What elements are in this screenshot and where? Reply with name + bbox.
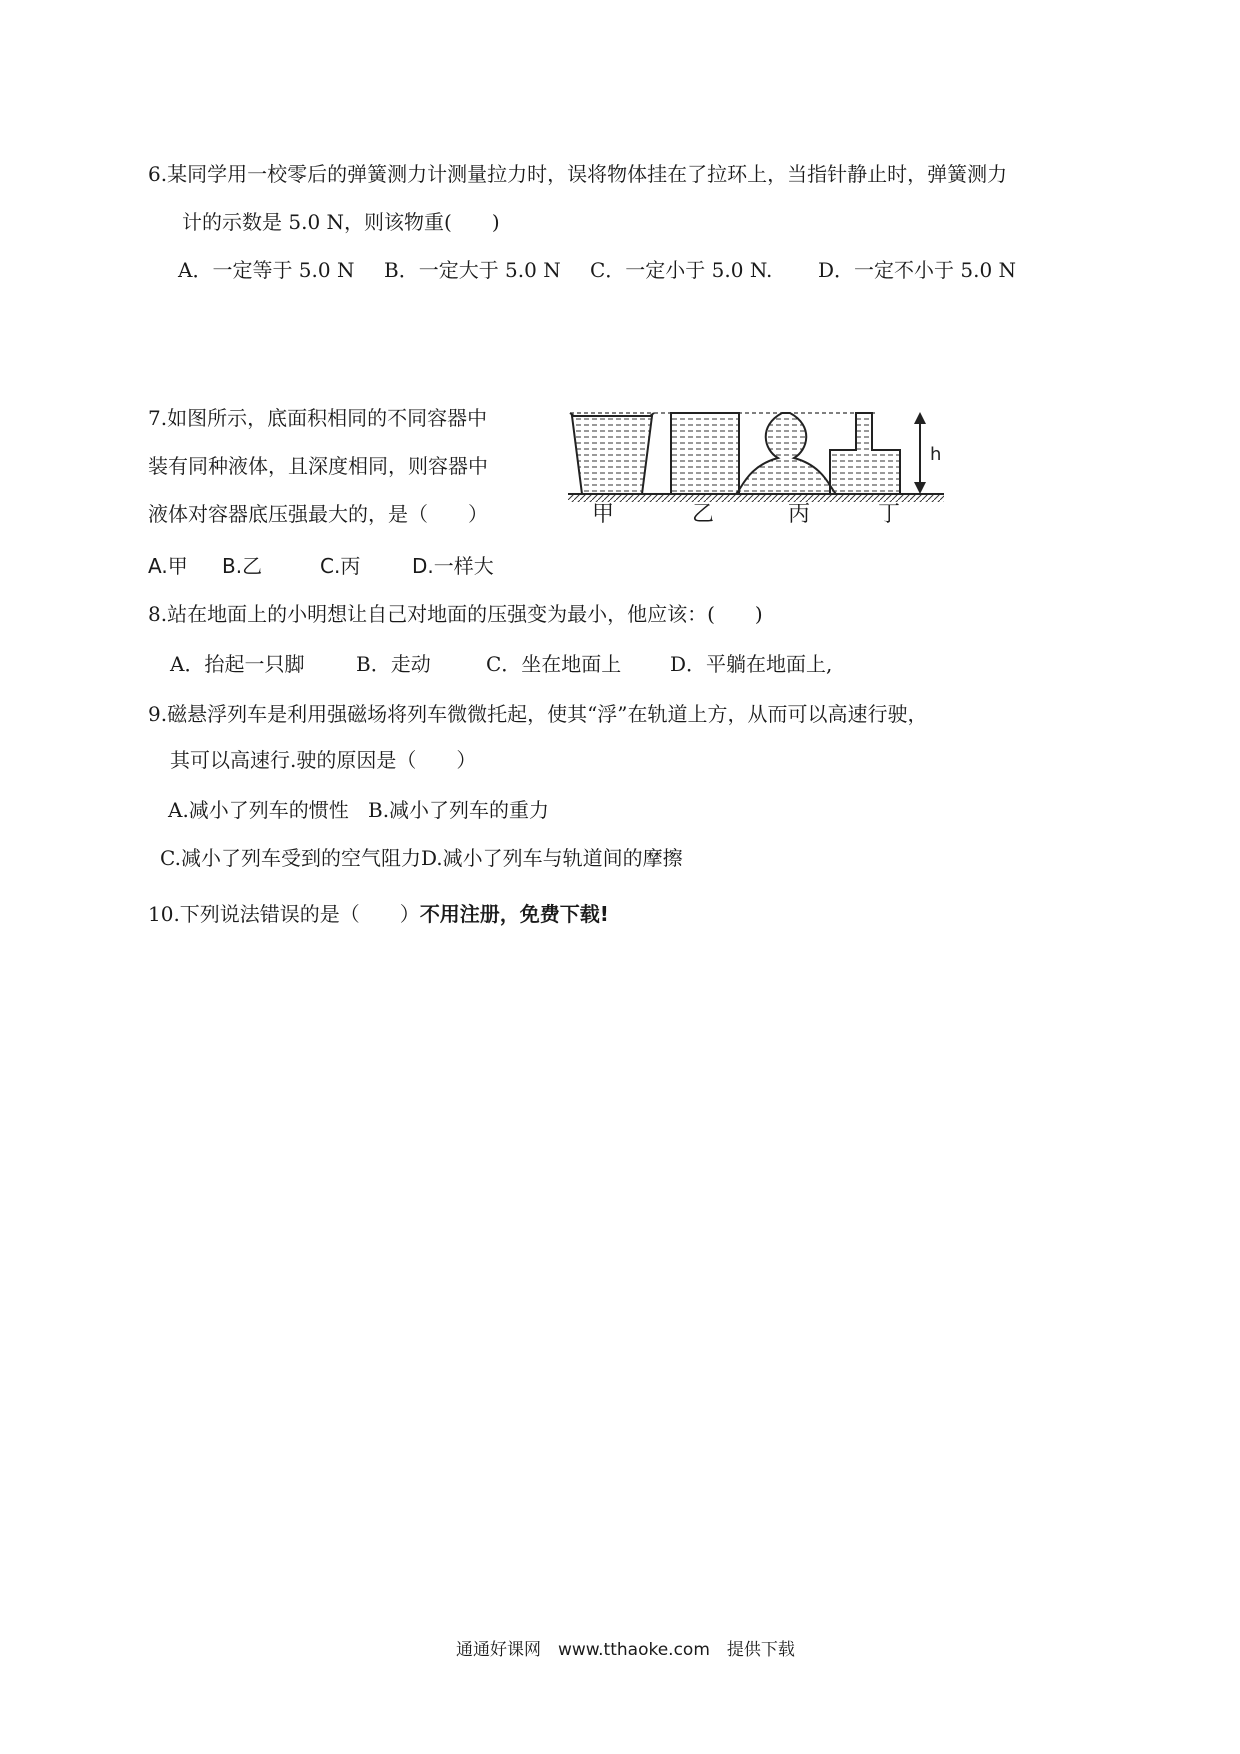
container-ding: [830, 413, 900, 494]
q9-option-c: C.减小了列车受到的空气阻力: [160, 846, 421, 870]
q7-option-a: A.甲: [148, 554, 188, 578]
container-yi: [671, 413, 739, 494]
figure-label-jia: 甲: [592, 502, 615, 527]
ground-hatch: [568, 494, 944, 502]
q10-line: [148, 900, 609, 928]
q9-options-cd: [160, 844, 683, 872]
depth-arrow: [914, 412, 926, 494]
q7-option-b: B.乙: [222, 554, 263, 578]
q7-option-d: D.一样大: [412, 554, 494, 578]
q6-option-c: C．一定小于 5.0 N.: [590, 258, 773, 282]
footer-text: 通通好课网 www.tthaoke.com 提供下载: [456, 1640, 795, 1660]
q6-option-d: D．一定不小于 5.0 N: [818, 258, 1017, 282]
q6-stem-line2: 计的示数是 5.0 N，则该物重( ): [182, 210, 500, 234]
q10-ad-text: 不用注册，免费下载!: [419, 902, 609, 926]
q6-stem-line1: 6.某同学用一校零后的弹簧测力计测量拉力时，误将物体挂在了拉环上，当指针静止时，弹簧测力: [148, 162, 1008, 186]
q7-stem-line1: 7.如图所示，底面积相同的不同容器中: [148, 406, 488, 430]
q10-stem: 10.下列说法错误的是（ ）: [148, 902, 420, 926]
q8-stem: 8.站在地面上的小明想让自己对地面的压强变为最小，他应该：( ): [148, 602, 763, 626]
q9-stem-line2: 其可以高速行.驶的原因是（ ）: [170, 748, 477, 772]
q9-stem-line1: 9.磁悬浮列车是利用强磁场将列车微微托起，使其“浮”在轨道上方，从而可以高速行驶，: [148, 702, 928, 726]
q9-option-b: B.减小了列车的重力: [368, 798, 550, 822]
q6-option-a: A．一定等于 5.0 N: [178, 258, 355, 282]
q7-stem-line2: 装有同种液体，且深度相同，则容器中: [148, 454, 488, 478]
q7-stem-line3: 液体对容器底压强最大的，是（ ）: [148, 502, 488, 526]
container-bing: [736, 413, 836, 494]
q9-option-a: A.减小了列车的惯性: [168, 798, 349, 822]
figure-label-yi: 乙: [692, 502, 715, 527]
q9-option-d: D.减小了列车与轨道间的摩擦: [420, 846, 683, 870]
figure-label-bing: 丙: [788, 502, 811, 527]
q6-options: [178, 256, 1016, 284]
q8-option-a: A．抬起一只脚: [170, 652, 305, 676]
q9-options-ab: [168, 796, 549, 824]
q7-option-c: C.丙: [320, 554, 361, 578]
q8-option-b: B．走动: [356, 652, 431, 676]
q8-option-d: D．平躺在地面上,: [670, 652, 833, 676]
q7-options: [148, 552, 494, 580]
figure-label-ding: 丁: [878, 502, 901, 527]
container-diagram: [568, 404, 948, 504]
depth-label: h: [930, 444, 942, 465]
q6-option-b: B．一定大于 5.0 N: [384, 258, 561, 282]
container-jia: [570, 413, 654, 494]
q8-options: [170, 650, 832, 678]
q8-option-c: C．坐在地面上: [486, 652, 622, 676]
